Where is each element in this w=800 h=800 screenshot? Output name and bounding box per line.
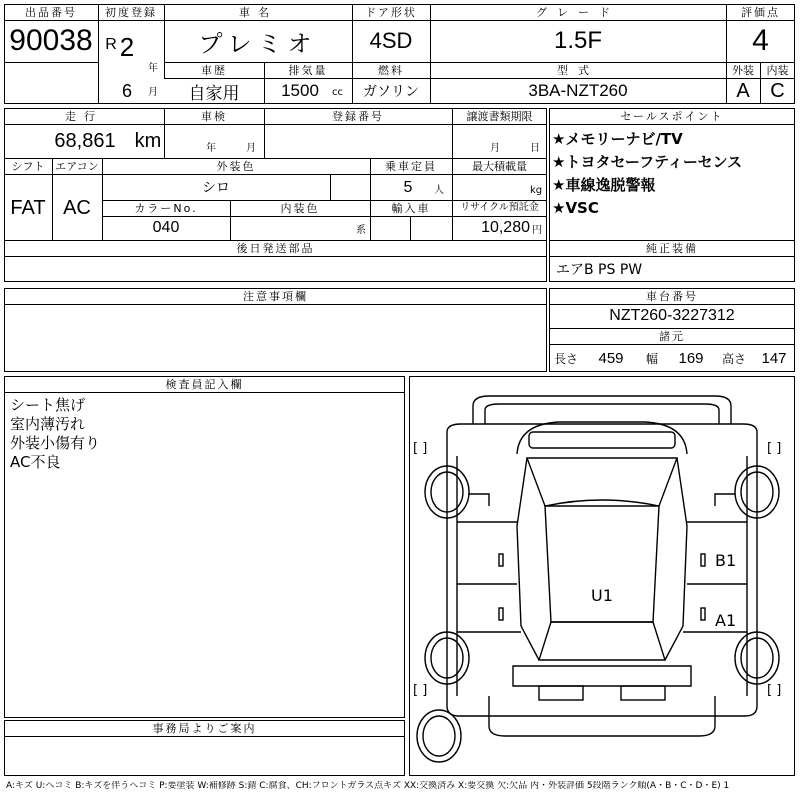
capacity: 5 — [403, 179, 413, 196]
color-no: 040 — [152, 219, 180, 236]
spare-wheel-inner — [423, 716, 455, 756]
inspection-month-unit: 月 — [246, 143, 256, 154]
first-reg-year: 2 — [119, 31, 135, 62]
header-aircon: エアコン — [55, 159, 99, 173]
height-label: 高さ — [722, 351, 747, 366]
right-rear-handle — [701, 608, 705, 620]
header-ext-color: 外装色 — [216, 159, 256, 173]
left-rear-handle — [499, 608, 503, 620]
header-later-parts: 後日発送部品 — [236, 241, 315, 255]
sales-point-item: ★VSC — [552, 199, 599, 217]
displacement: 1500 — [281, 81, 319, 100]
bracket-front-left: [ ] — [413, 441, 428, 456]
right-mirror — [715, 494, 735, 506]
header-first-reg: 初度登録 — [105, 5, 157, 19]
mark-a1: A1 — [715, 611, 737, 630]
score: 4 — [752, 24, 769, 57]
header-recycle: リサイクル預託金 — [460, 202, 539, 213]
cabin-right-pillar — [665, 458, 687, 660]
ext-color: シロ — [202, 180, 230, 196]
inspection-year-unit: 年 — [206, 143, 216, 154]
max-load-unit: kg — [530, 185, 543, 196]
right-body-side — [735, 440, 757, 716]
header-fuel: 燃料 — [378, 63, 404, 77]
fuel: ガソリン — [363, 84, 419, 100]
header-lot-no: 出品番号 — [25, 5, 77, 19]
era-label: R — [105, 36, 117, 53]
header-model-code: 型式 — [557, 63, 599, 77]
header-history: 車歴 — [201, 63, 227, 77]
bracket-front-right: [ ] — [767, 441, 782, 456]
windshield — [527, 458, 677, 506]
header-interior: 内装 — [766, 63, 789, 77]
header-max-load: 最大積載量 — [472, 159, 527, 173]
length-label: 長さ — [554, 351, 579, 366]
transfer-month-unit: 月 — [490, 143, 500, 154]
legend-text: A:キズ U:ヘコミ B:キズを伴うヘコミ P:要塗装 W:補修跡 S:錆 C:腐食、CH:フロントガラス点キズ XX:交換済み X:要交換 欠:欠品 内・外装評価 5段階ランク順(A・B・C・D・E) 1 — [6, 781, 730, 791]
header-displacement: 排気量 — [288, 63, 328, 77]
header-score: 評価点 — [741, 5, 780, 19]
displacement-unit: cc — [332, 87, 343, 98]
bracket-rear-left: [ ] — [413, 683, 428, 698]
left-body-side — [447, 440, 469, 716]
right-front-handle — [701, 554, 705, 566]
header-capacity: 乗車定員 — [385, 159, 437, 173]
capacity-unit: 人 — [434, 185, 444, 196]
exterior-grade: A — [736, 79, 750, 102]
inspector-notes — [10, 396, 400, 472]
year-unit: 年 — [148, 63, 158, 74]
aircon: AC — [63, 196, 91, 219]
header-exterior: 外装 — [732, 63, 754, 77]
cabin-left-pillar — [517, 458, 539, 660]
sales-point-item: ★車線逸脱警報 — [552, 176, 656, 194]
sales-point-item: ★メモリーナビ/TV — [552, 130, 683, 148]
history: 自家用 — [188, 83, 240, 104]
car-name: プレミオ — [198, 29, 318, 58]
header-genuine-equip: 純正装備 — [646, 241, 698, 255]
front-bumper-outline — [473, 396, 731, 424]
rear-lamp-area — [621, 686, 665, 700]
header-import: 輸入車 — [391, 201, 431, 215]
recycle-fee: 10,280 — [481, 219, 530, 236]
inspector-note: シート焦げ — [10, 396, 86, 414]
header-inspector: 検査員記入欄 — [165, 377, 244, 391]
mark-u1: U1 — [591, 586, 613, 605]
first-reg-month: 6 — [121, 80, 132, 101]
inspector-note: 外装小傷有り — [10, 434, 101, 452]
door-type: 4SD — [369, 28, 413, 53]
inspector-note: AC不良 — [10, 453, 61, 471]
width: 169 — [678, 349, 704, 367]
header-office: 事務局よりご案内 — [152, 721, 257, 735]
header-dimensions: 諸元 — [659, 329, 685, 343]
int-color-unit: 系 — [356, 225, 366, 236]
trunk-outline — [513, 666, 691, 686]
header-notes: 注意事項欄 — [243, 289, 308, 303]
interior-grade: C — [770, 79, 785, 102]
bracket-rear-right: [ ] — [767, 683, 782, 698]
transfer-day-unit: 日 — [530, 143, 540, 154]
left-front-handle — [499, 554, 503, 566]
header-plate: 登録番号 — [332, 109, 384, 123]
model-code: 3BA-NZT260 — [528, 81, 628, 100]
rear-license-area — [539, 686, 583, 700]
mileage-unit: km — [134, 129, 162, 152]
header-int-color: 内装色 — [280, 201, 320, 215]
header-inspection: 車検 — [201, 109, 227, 123]
month-unit: 月 — [148, 87, 158, 98]
header-mileage: 走行 — [65, 109, 103, 123]
wiper-area — [529, 432, 675, 448]
header-car-name: 車名 — [239, 5, 277, 19]
left-mirror — [469, 494, 489, 506]
genuine-equip: エアB PS PW — [556, 262, 643, 278]
sales-points-list — [552, 128, 792, 220]
chassis-no: NZT260-3227312 — [609, 307, 735, 324]
length: 459 — [598, 349, 624, 367]
header-transfer: 譲渡書類期限 — [466, 109, 533, 123]
mark-b1: B1 — [715, 551, 737, 570]
mileage: 68,861 — [54, 129, 116, 152]
front-bumper-inner — [485, 404, 719, 424]
header-chassis-no: 車台番号 — [646, 289, 698, 303]
inspector-note: 室内薄汚れ — [10, 415, 86, 433]
width-label: 幅 — [646, 351, 659, 366]
header-grade: グレード — [536, 5, 620, 19]
shift: FAT — [10, 196, 46, 219]
rear-window — [539, 622, 665, 660]
header-sales-points: セールスポイント — [620, 109, 724, 123]
recycle-unit: 円 — [532, 225, 542, 236]
header-door: ドア形状 — [365, 5, 417, 19]
car-outline-diagram — [409, 376, 795, 776]
header-color-no: カラーNo. — [134, 201, 198, 215]
grade: 1.5F — [553, 27, 603, 54]
sales-point-item: ★トヨタセーフティーセンス — [552, 153, 743, 171]
height: 147 — [761, 349, 787, 367]
lot-number: 90038 — [9, 24, 93, 57]
header-shift: シフト — [11, 159, 45, 173]
hood-inner — [517, 422, 687, 454]
